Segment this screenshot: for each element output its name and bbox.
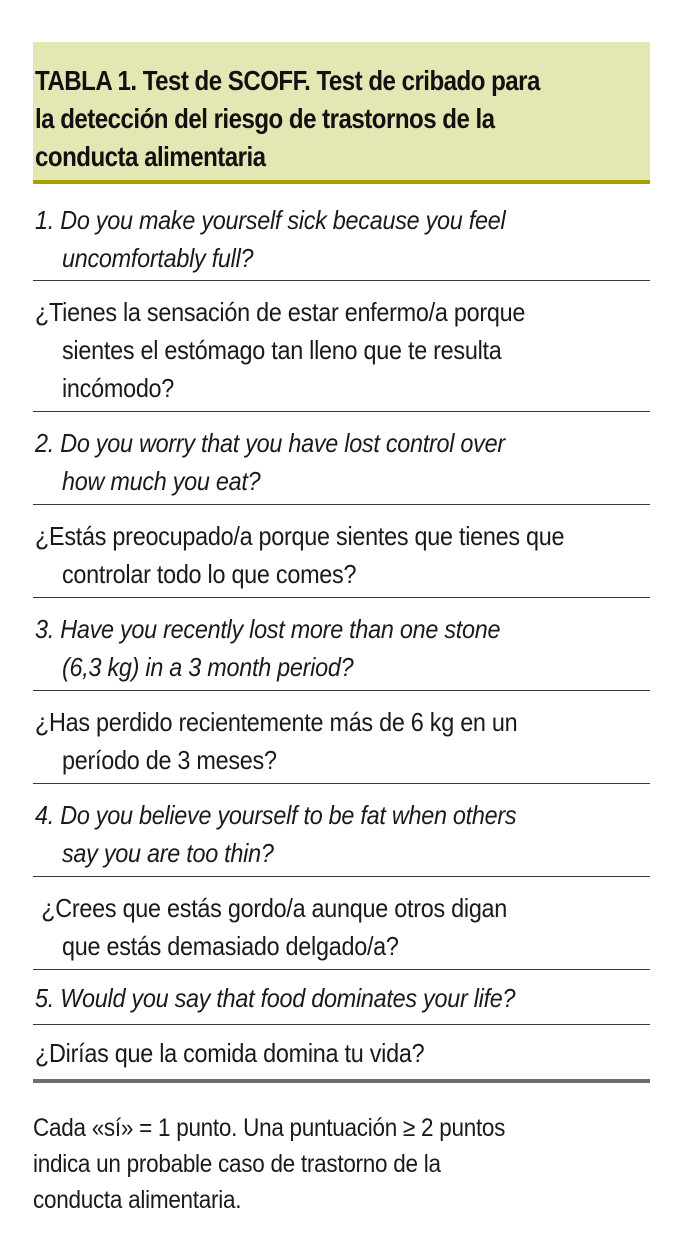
question-text (35, 889, 650, 965)
question-line: ¿Estás preocupado/a porque sientes que tienes que (35, 521, 565, 551)
question-line: uncomfortably full? (62, 243, 254, 273)
question-text (35, 610, 650, 686)
question-row-spanish (33, 691, 650, 784)
question-line: controlar todo lo que comes? (62, 559, 357, 589)
footnote-line: indica un probable caso de trastorno de la (33, 1150, 441, 1178)
question-row-english (33, 970, 650, 1025)
question-text (35, 201, 650, 277)
question-row-spanish (33, 1025, 650, 1083)
question-row-english (33, 784, 650, 877)
question-line: ¿Crees que estás gordo/a aunque otros digan (35, 893, 508, 923)
question-text (35, 293, 650, 407)
question-line: (6,3 kg) in a 3 month period? (62, 652, 354, 682)
question-line: ¿Tienes la sensación de estar enfermo/a porque (35, 297, 526, 327)
table-title-line: conducta alimentaria (35, 141, 266, 172)
question-line: que estás demasiado delgado/a? (62, 931, 399, 961)
question-line: ¿Dirías que la comida domina tu vida? (35, 1038, 425, 1068)
question-line: incómodo? (62, 373, 175, 403)
question-row-spanish (33, 505, 650, 598)
table-footnote (33, 1110, 618, 1218)
footnote-line: Cada «sí» = 1 punto. Una puntuación ≥ 2 puntos (33, 1114, 506, 1142)
question-text (35, 517, 650, 593)
question-text (35, 424, 650, 500)
question-text (35, 979, 650, 1017)
question-line: 5. Would you say that food dominates your life? (35, 983, 516, 1013)
question-line: 1. Do you make yourself sick because you feel (35, 205, 506, 235)
question-row-english (33, 412, 650, 505)
question-text (35, 796, 650, 872)
question-row-spanish (33, 281, 650, 412)
footnote-line: conducta alimentaria. (33, 1186, 242, 1214)
question-row-english (33, 184, 650, 281)
question-line: 4. Do you believe yourself to be fat when others (35, 800, 517, 830)
question-row-spanish (33, 877, 650, 970)
question-row-english (33, 598, 650, 691)
question-line: 3. Have you recently lost more than one stone (35, 614, 501, 644)
table-title (35, 62, 643, 176)
table-title-line: la detección del riesgo de trastornos de la (35, 103, 495, 134)
table-body (33, 184, 650, 1083)
question-text (35, 1034, 650, 1072)
question-line: ¿Has perdido recientemente más de 6 kg en un (35, 707, 518, 737)
table-title-line: TABLA 1. Test de SCOFF. Test de cribado para (35, 65, 540, 96)
question-line: say you are too thin? (62, 838, 274, 868)
question-line: how much you eat? (62, 466, 261, 496)
question-text (35, 703, 650, 779)
question-line: período de 3 meses? (62, 745, 277, 775)
question-line: 2. Do you worry that you have lost control over (35, 428, 505, 458)
table-title-band (33, 42, 650, 184)
scoff-table (33, 42, 650, 1083)
question-line: sientes el estómago tan lleno que te resulta (62, 335, 502, 365)
